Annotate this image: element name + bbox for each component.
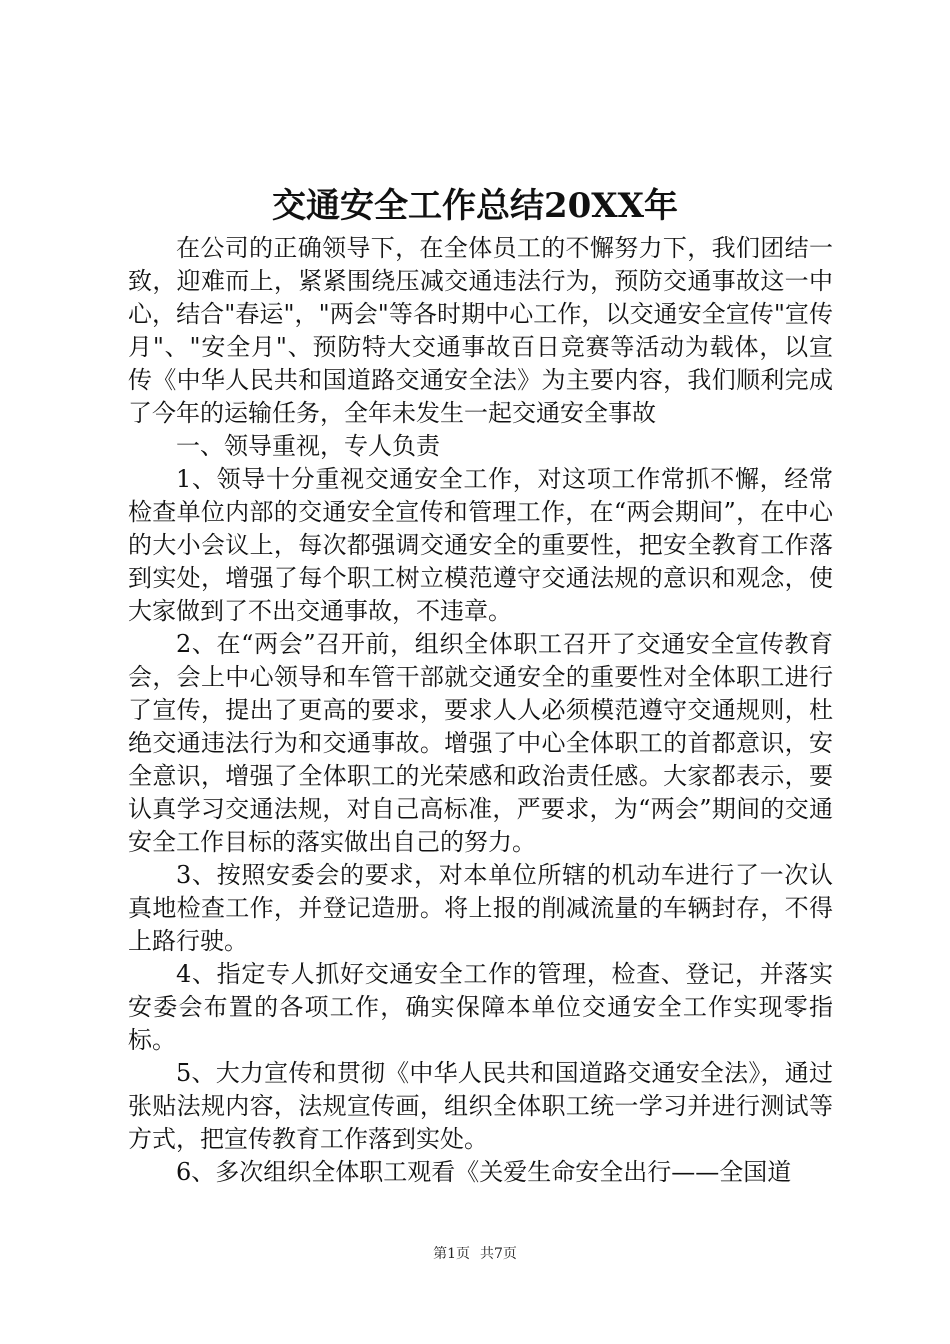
paragraph-item-6: 6、多次组织全体职工观看《关爱生命安全出行——全国道 [176, 1158, 792, 1186]
paragraph-intro: 在公司的正确领导下，在全体员工的不懈努力下，我们团结一致，迎难而上，紧紧围绕压减交通违法行为，预防交通事故这一中心，结合"春运"，"两会"等各时期中心工作，以交通安全宣传"宣传月"、"安全月"、预防特大交通事故百日竞赛等活动为载体，以宣传《中华人民共和国道路交通安全法》为主要内容，我们顺利完成了今年的运输任务，全年未发生一起交通安全事故 [128, 234, 833, 427]
page-footer [0, 1244, 950, 1264]
page-total: 共7页 [480, 1246, 517, 1262]
page-number: 第1页 [433, 1246, 470, 1262]
section-heading-1: 一、领导重视，专人负责 [176, 432, 440, 460]
document-body [128, 232, 833, 1189]
paragraph-item-2: 2、在“两会”召开前，组织全体职工召开了交通安全宣传教育会，会上中心领导和车管干部就交通安全的重要性对全体职工进行了宣传，提出了更高的要求，要求人人必须模范遵守交通规则，杜绝交通违法行为和交通事故。增强了中心全体职工的首都意识，安全意识，增强了全体职工的光荣感和政治责任感。大家都表示，要认真学习交通法规，对自己高标准，严要求，为“两会”期间的交通安全工作目标的落实做出自己的努力。 [128, 630, 833, 856]
paragraph-item-1: 1、领导十分重视交通安全工作，对这项工作常抓不懈，经常检查单位内部的交通安全宣传和管理工作，在“两会期间”，在中心的大小会议上，每次都强调交通安全的重要性，把安全教育工作落到实处，增强了每个职工树立模范遵守交通法规的意识和观念，使大家做到了不出交通事故，不违章。 [128, 465, 833, 625]
paragraph-item-4: 4、指定专人抓好交通安全工作的管理，检查、登记，并落实安委会布置的各项工作，确实保障本单位交通安全工作实现零指标。 [128, 960, 833, 1054]
paragraph-item-3: 3、按照安委会的要求，对本单位所辖的机动车进行了一次认真地检查工作，并登记造册。将上报的削减流量的车辆封存，不得上路行驶。 [128, 861, 833, 955]
document-title: 交通安全工作总结20XX年 [271, 186, 679, 226]
paragraph-item-5: 5、大力宣传和贯彻《中华人民共和国道路交通安全法》，通过张贴法规内容，法规宣传画，组织全体职工统一学习并进行测试等方式，把宣传教育工作落到实处。 [128, 1059, 833, 1153]
